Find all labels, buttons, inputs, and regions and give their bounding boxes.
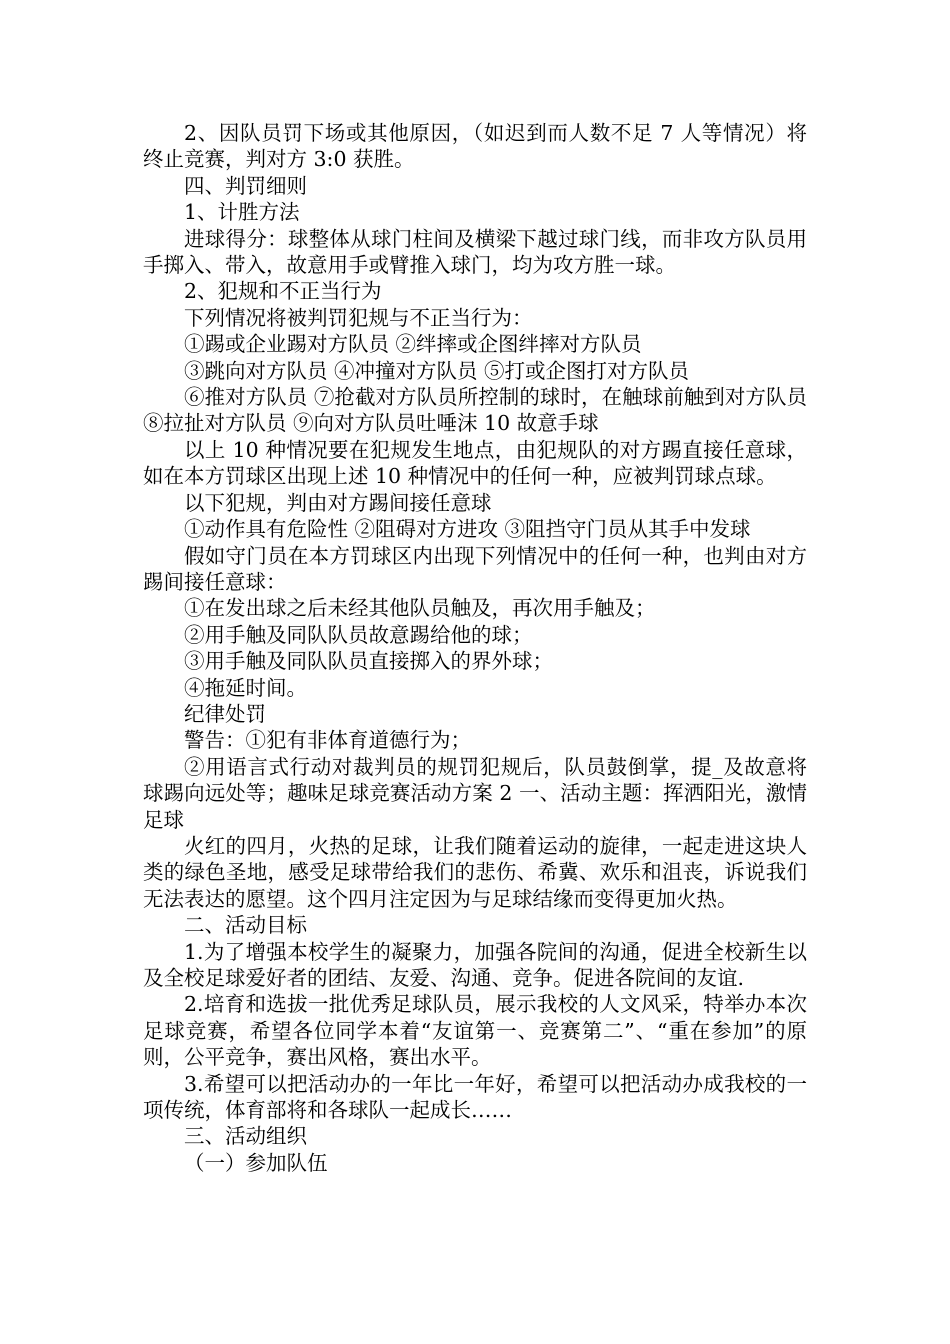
section-heading: 四、判罚细则 — [184, 173, 307, 198]
list-item: ③跳向对方队员 ④冲撞对方队员 ⑤打或企图打对方队员 — [184, 358, 690, 383]
paragraph: 警告：①犯有非体育道德行为； — [184, 728, 471, 753]
list-item: ④拖延时间。 — [184, 675, 307, 700]
list-item: ③用手触及同队队员直接掷入的界外球； — [184, 649, 553, 674]
list-item: ①踢或企业踢对方队员 ②绊摔或企图绊摔对方队员 — [184, 332, 642, 357]
paragraph: 1.为了增强本校学生的凝聚力，加强各院间的沟通，促进全校新生以及全校足球爱好者的团结、友爱、沟通、竞争。促进各院间的友谊. — [143, 939, 807, 990]
section-heading: 二、活动目标 — [184, 913, 307, 938]
paragraph: ②用语言式行动对裁判员的规罚犯规后，队员鼓倒掌，提_及故意将球踢向远处等；趣味足球竞赛活动方案 2 一、活动主题：挥洒阳光，激情足球 — [143, 754, 807, 832]
list-item: ⑥推对方队员 ⑦抢截对方队员所控制的球时，在触球前触到对方队员 ⑧拉扯对方队员 ⑨向对方队员吐唾沫 10 故意手球 — [143, 385, 807, 436]
paragraph: 以上 10 种情况要在犯规发生地点，由犯规队的对方踢直接任意球，如在本方罚球区出现上述 10 种情况中的任何一种，应被判罚球点球。 — [143, 437, 807, 489]
paragraph: 进球得分：球整体从球门柱间及横梁下越过球门线，而非攻方队员用手掷入、带入，故意用手或臂推入球门，均为攻方胜一球。 — [143, 226, 807, 278]
paragraph: 3.希望可以把活动办的一年比一年好，希望可以把活动办成我校的一项传统，体育部将和各球队一起成长…… — [143, 1071, 807, 1123]
paragraph: 假如守门员在本方罚球区内出现下列情况中的任何一种，也判由对方踢间接任意球： — [143, 543, 807, 594]
subsection-heading: 1、计胜方法 — [184, 200, 300, 225]
paragraph: 2、因队员罚下场或其他原因，（如迟到而人数不足 7 人等情况）将终止竞赛，判对方 3:0 获胜。 — [143, 121, 807, 172]
paragraph: 以下犯规，判由对方踢间接任意球 — [184, 490, 492, 515]
list-item: ①在发出球之后未经其他队员触及，再次用手触及； — [184, 596, 656, 621]
paragraph: 下列情况将被判罚犯规与不正当行为： — [184, 305, 533, 330]
paragraph: 火红的四月，火热的足球，让我们随着运动的旋律，一起走进这块人类的绿色圣地，感受足球带给我们的悲伤、希冀、欢乐和沮丧，诉说我们无法表达的愿望。这个四月注定因为与足球结缘而变得更加火热。 — [143, 833, 807, 911]
subsection-heading: 纪律处罚 — [184, 701, 266, 726]
section-heading: 三、活动组织 — [184, 1124, 307, 1149]
paragraph: 2.培育和选拔一批优秀足球队员，展示我校的人文风采，特举办本次足球竞赛，希望各位同学本着“友谊第一、竞赛第二”、“重在参加”的原则，公平竞争，赛出风格，赛出水平。 — [143, 992, 807, 1070]
subsection-heading: 2、犯规和不正当行为 — [184, 279, 382, 304]
list-item: ②用手触及同队队员故意踢给他的球； — [184, 622, 533, 647]
document-body — [143, 120, 807, 1176]
subsection-heading: （一）参加队伍 — [184, 1150, 328, 1175]
list-item: ①动作具有危险性 ②阻碍对方进攻 ③阻挡守门员从其手中发球 — [184, 517, 751, 542]
